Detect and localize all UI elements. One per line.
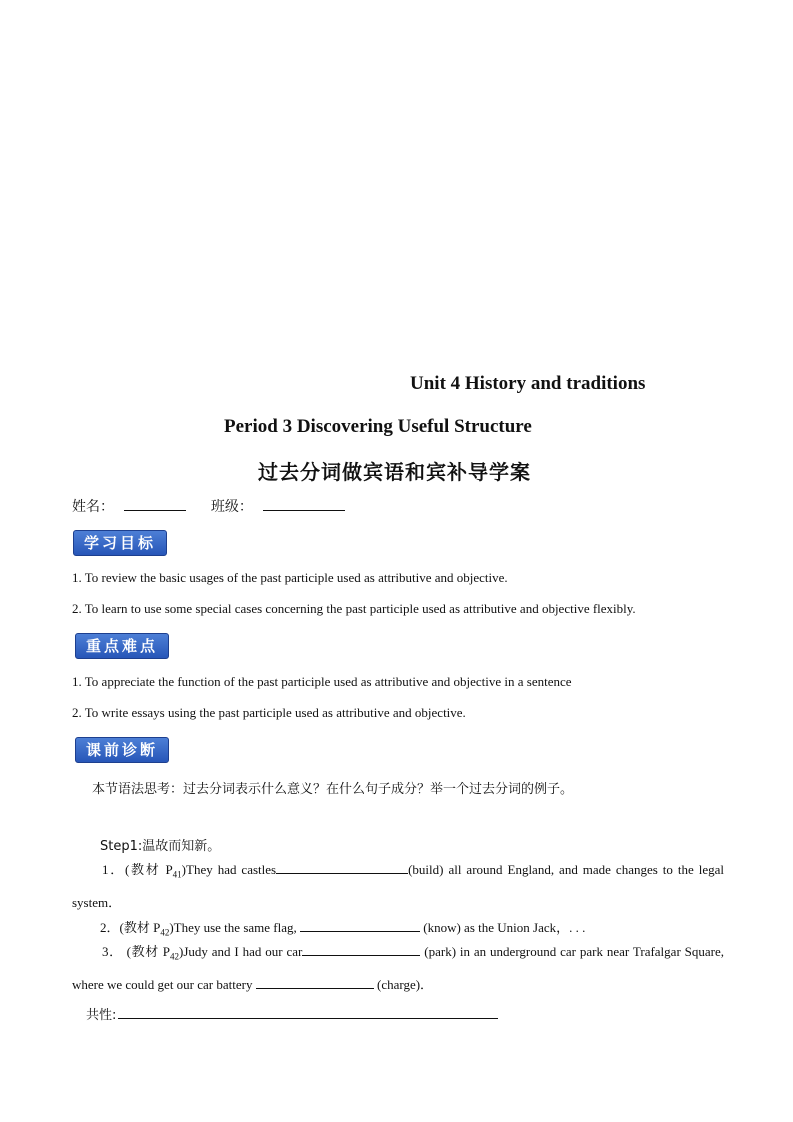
step-heading: Step1:温故而知新。 [100, 839, 221, 854]
period-title: Period 3 Discovering Useful Structure [224, 416, 532, 437]
common-feature-blank[interactable] [118, 1006, 498, 1019]
student-info [72, 496, 345, 516]
diagnosis-badge: 课前诊断 [75, 737, 169, 763]
goal-item-1: 1. To review the basic usages of the past participle used as attributive and objective. [72, 570, 508, 585]
class-blank[interactable] [263, 498, 345, 511]
key-point-item-2: 2. To write essays using the past participle used as attributive and objective. [72, 705, 466, 720]
exercise-1: 1．(教材 $P_{41})They$ had castles (build) all around England, and made changes to the legal system． [72, 862, 724, 910]
common-feature: 共性: [86, 1004, 498, 1023]
exercise-2-blank[interactable] [300, 919, 420, 932]
exercise-2: 2．(教材 $P_{42})They$ use the same flag, (know) as the Union Jack，. . . [100, 920, 586, 938]
exercise-3-blank-2[interactable] [256, 976, 374, 989]
chinese-title: 过去分词做宾语和宾补导学案 [258, 460, 531, 484]
key-points-badge: 重点难点 [75, 633, 169, 659]
grammar-question: 本节语法思考：过去分词表示什么意义？在什么句子成分？举一个过去分词的例子。 [92, 782, 574, 797]
unit-title: Unit 4 History and traditions [410, 373, 646, 394]
exercise-3-blank-1[interactable] [302, 943, 420, 956]
name-blank[interactable] [124, 498, 186, 511]
goals-badge: 学习目标 [73, 530, 167, 556]
exercise-1-blank[interactable] [276, 861, 408, 874]
key-point-item-1: 1. To appreciate the function of the past participle used as attributive and objective in a sentence [72, 674, 572, 689]
goal-item-2: 2. To learn to use some special cases concerning the past participle used as attributive and objective flexibly. [72, 601, 636, 616]
exercise-3: 3． (教材 $P_{42})Judy$ and I had our car (park) in an underground car park near Trafalgar Square, where we could get our car battery (charge)． [72, 944, 725, 992]
class-label: 班级： [210, 499, 253, 515]
name-label: 姓名： [72, 499, 114, 515]
